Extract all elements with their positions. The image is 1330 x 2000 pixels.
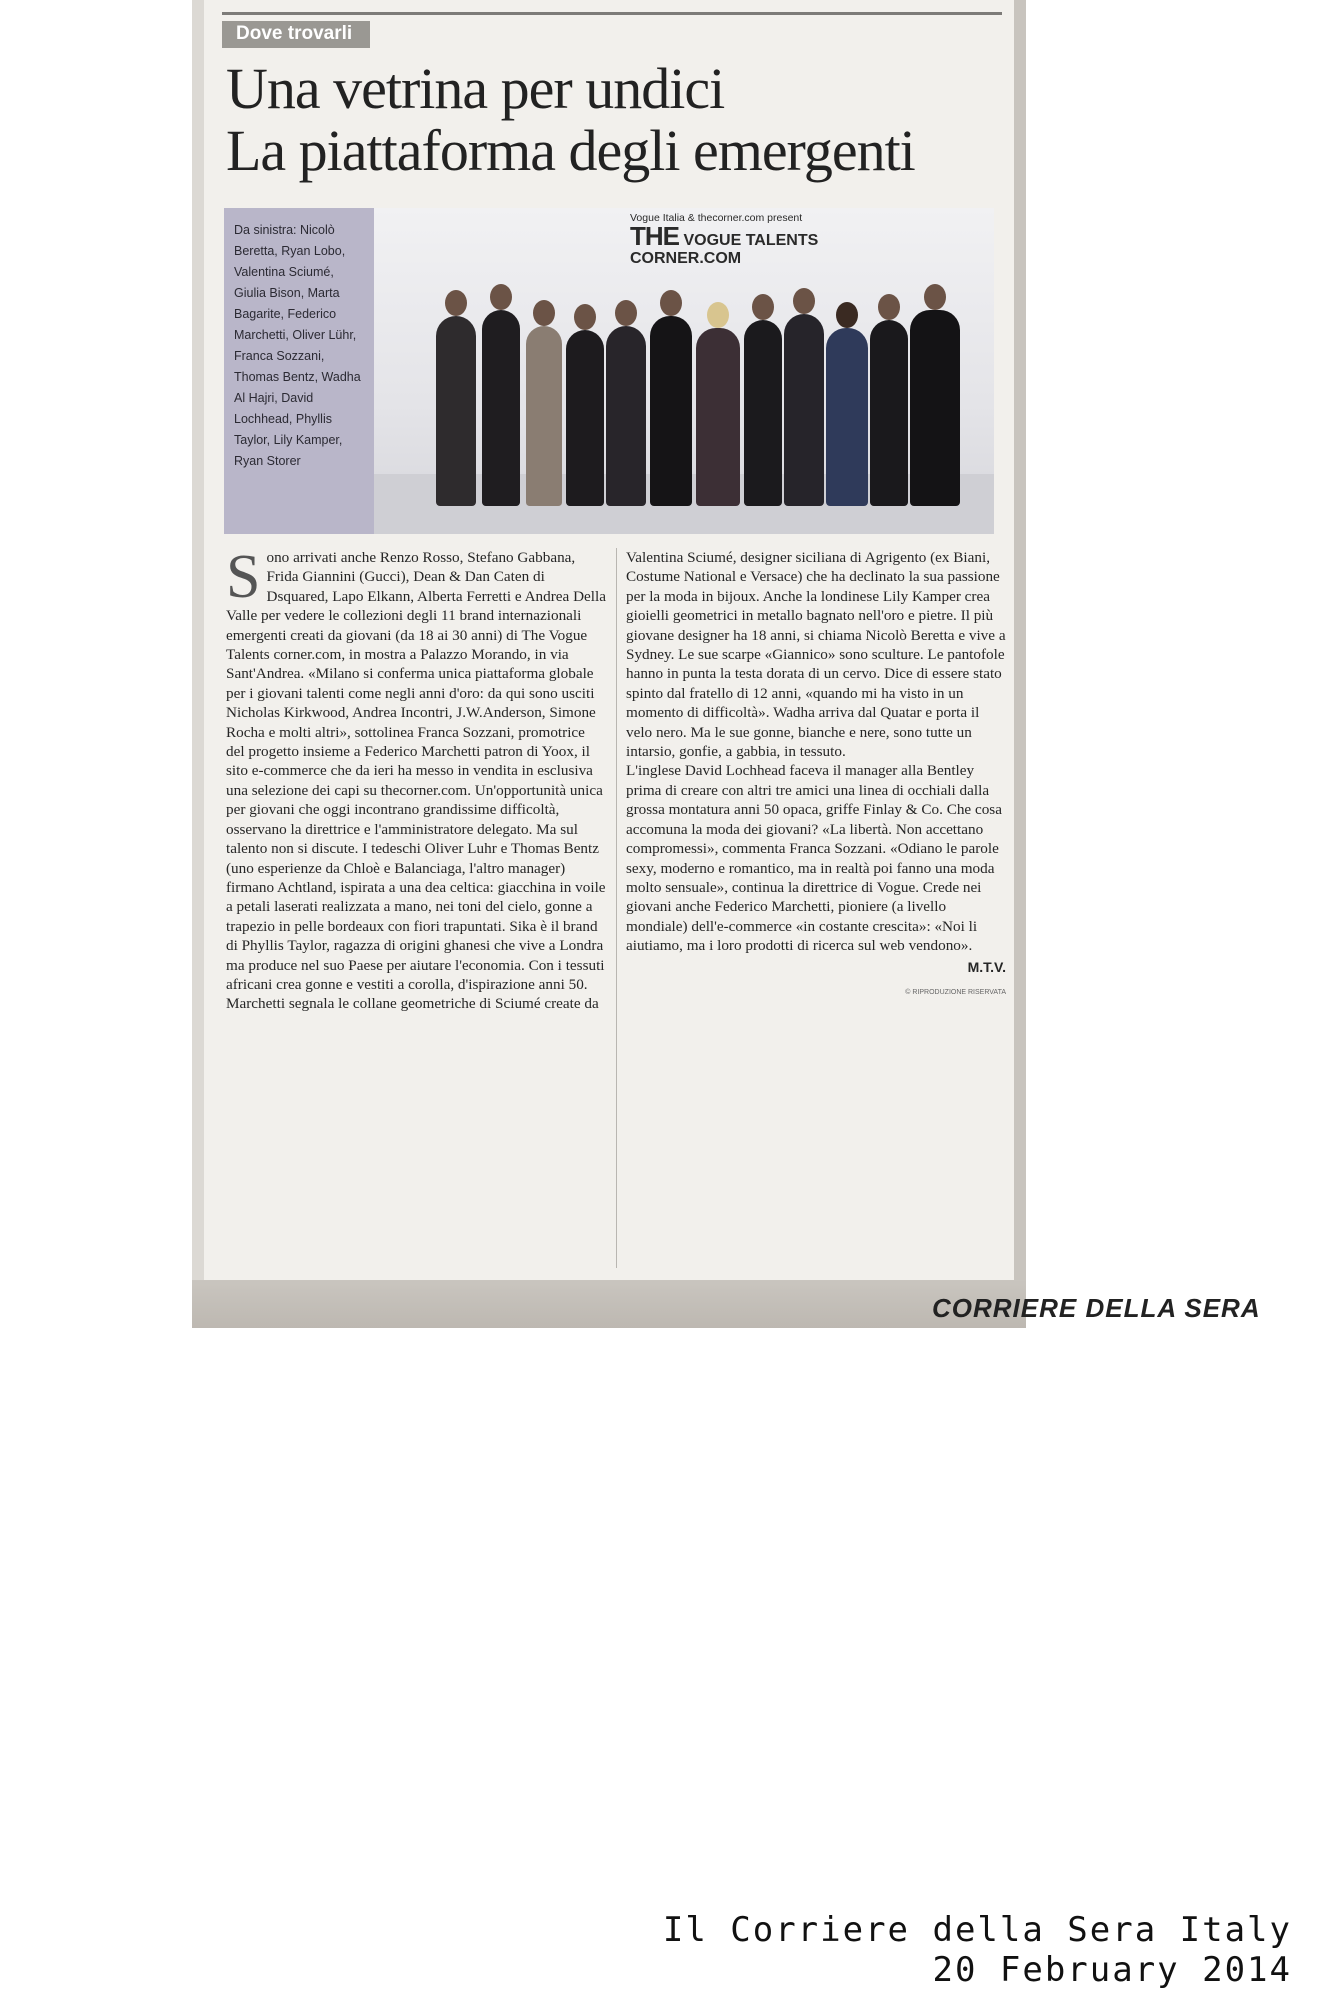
footer-date: 20 February 2014 — [932, 1950, 1292, 1990]
article-body — [226, 543, 1006, 1268]
person-figure — [606, 326, 646, 506]
article-paragraph-2: L'inglese David Lochhead faceva il manager alla Bentley prima di creare con altri tre amici una linea di occhiali dalla grossa montatura anni 50 opaca, griffe Finlay & Co. Che cosa accomuna la moda dei giovani? «La libertà. Non accettano compromessi», commenta Franca Sozzani. «Odiano le parole sexy, moderno e romantico, ma in realtà poi fanno una moda molto sensuale», continua la direttrice di Vogue. Crede nei giovani anche Federico Marchetti, pioniere (a livello mondiale) dell'e-commerce «in costante crescita»: «Noi li aiutiamo, ma i loro prodotti di ricerca sul web vendono». — [626, 762, 1002, 955]
headline — [226, 58, 1006, 182]
banner-small: VOGUE TALENTS CORNER.COM — [630, 232, 819, 267]
banner-main: THE — [630, 221, 679, 251]
section-tag — [222, 12, 1002, 49]
article-paragraph-1: ono arrivati anche Renzo Rosso, Stefano Gabbana, Frida Giannini (Gucci), Dean & Dan Caten di Dsquared, Lapo Elkann, Alberta Ferretti e Andrea Della Valle per vedere le collezioni degli 11 brand internazionali emergenti creati da giovani (da 18 ai 30 anni) di The Vogue Talents corner.com, in mostra a Palazzo Morando, in via Sant'Andrea. «Milano si conferma unica piattaforma globale per i giovani talenti come negli anni d'oro: da qui sono usciti Nicholas Kirkwood, Andrea Incontri, J.W.Anderson, Simone Rocha e molti altri», sottolinea Franca Sozzani, promotrice del progetto insieme a Federico Marchetti patron di Yoox, il sito e-commerce che da ieri ha messo in vendita in esclusiva una selezione dei capi su thecorner.com. Un'opportunità unica per giovani che oggi incontrano grandissime difficoltà, osservano la direttrice e l'amministratore delegato. Ma sul talento non si discute. I tedeschi Oliver Luhr e Thomas Bentz (uno esperienze da Chloè e Balanciaga, l'altro manager) firmano Achtland, ispirata a una dea celtica: giacchina in voile a petali laserati realizzata a mano, nei toni del cielo, gonne a trapezio in pelle bordeaux con fiori trapuntati. Sika è il brand di Phyllis Taylor, ragazza di origini ghanesi che vive a Londra ma produce nel suo Paese per aiutare l'economia. Con i tessuti africani crea gonne e vestiti a corolla, d'ispirazione anni 50. Marchetti segnala le collane geometriche di Sciumé create da Valentina Sciumé, designer siciliana di Agrigento (ex Biani, Costume National e Versace) che ha declinato la sua passione per la moda in bijoux. Anche la londinese Lily Kamper crea gioielli geometrici in metallo bagnato nell'oro e pietre. Il più giovane designer ha 18 anni, si chiama Nicolò Beretta e vive a Sydney. Le sue scarpe «Giannico» sono sculture. Le pantofole hanno in punta la testa dorata di un cervo. Dice di essere stato spinto dal fratello di 12 anni, «quando mi ha visto in un momento di difficoltà». Wadha arriva dal Quatar e porta il velo nero. Ma le sue gonne, bianche e nere, sono tutte un intarsio, gonfie, a gabbia, in tessuto. — [226, 549, 1006, 1013]
footer-credit — [663, 1910, 1292, 1990]
person-figure — [826, 328, 868, 506]
newspaper-logo: CORRIERE DELLA SERA — [932, 1293, 1261, 1323]
dropcap: S — [226, 543, 261, 611]
clipping-page — [204, 0, 1014, 1280]
headline-line-2: La piattaforma degli emergenti — [226, 118, 915, 183]
person-figure — [870, 320, 908, 506]
person-figure — [784, 314, 824, 506]
copyright-note: © RIPRODUZIONE RISERVATA — [905, 988, 1006, 996]
banner-subtitle: Vogue Italia & thecorner.com present — [630, 212, 803, 224]
person-figure — [910, 310, 960, 506]
person-figure — [650, 316, 692, 506]
author-signature: M.T.V. — [967, 958, 1006, 975]
photo-caption: Da sinistra: Nicolò Beretta, Ryan Lobo, Valentina Sciumé, Giulia Bison, Marta Bagarite, Federico Marchetti, Oliver Lühr, Franca Sozzani, Thomas Bentz, Wadha Al Hajri, David Lochhead, Phyllis Taylor, Lily Kamper, Ryan Storer — [224, 208, 374, 534]
person-figure — [482, 310, 520, 506]
headline-line-1: Una vetrina per undici — [226, 56, 725, 121]
photo-banner — [630, 212, 860, 268]
person-figure — [436, 316, 476, 506]
footer-publication: Il Corriere della Sera Italy — [662, 1910, 1292, 1950]
newspaper-clipping — [192, 0, 1026, 1328]
group-photo — [374, 208, 994, 534]
person-figure — [696, 328, 740, 506]
clipping-shadow — [1014, 0, 1026, 1280]
person-figure — [744, 320, 782, 506]
section-tag-label: Dove trovarli — [222, 21, 370, 48]
photo-block — [224, 208, 994, 534]
clipping-bottom-edge — [192, 1280, 1026, 1328]
person-figure — [526, 326, 562, 506]
person-figure — [566, 330, 604, 506]
